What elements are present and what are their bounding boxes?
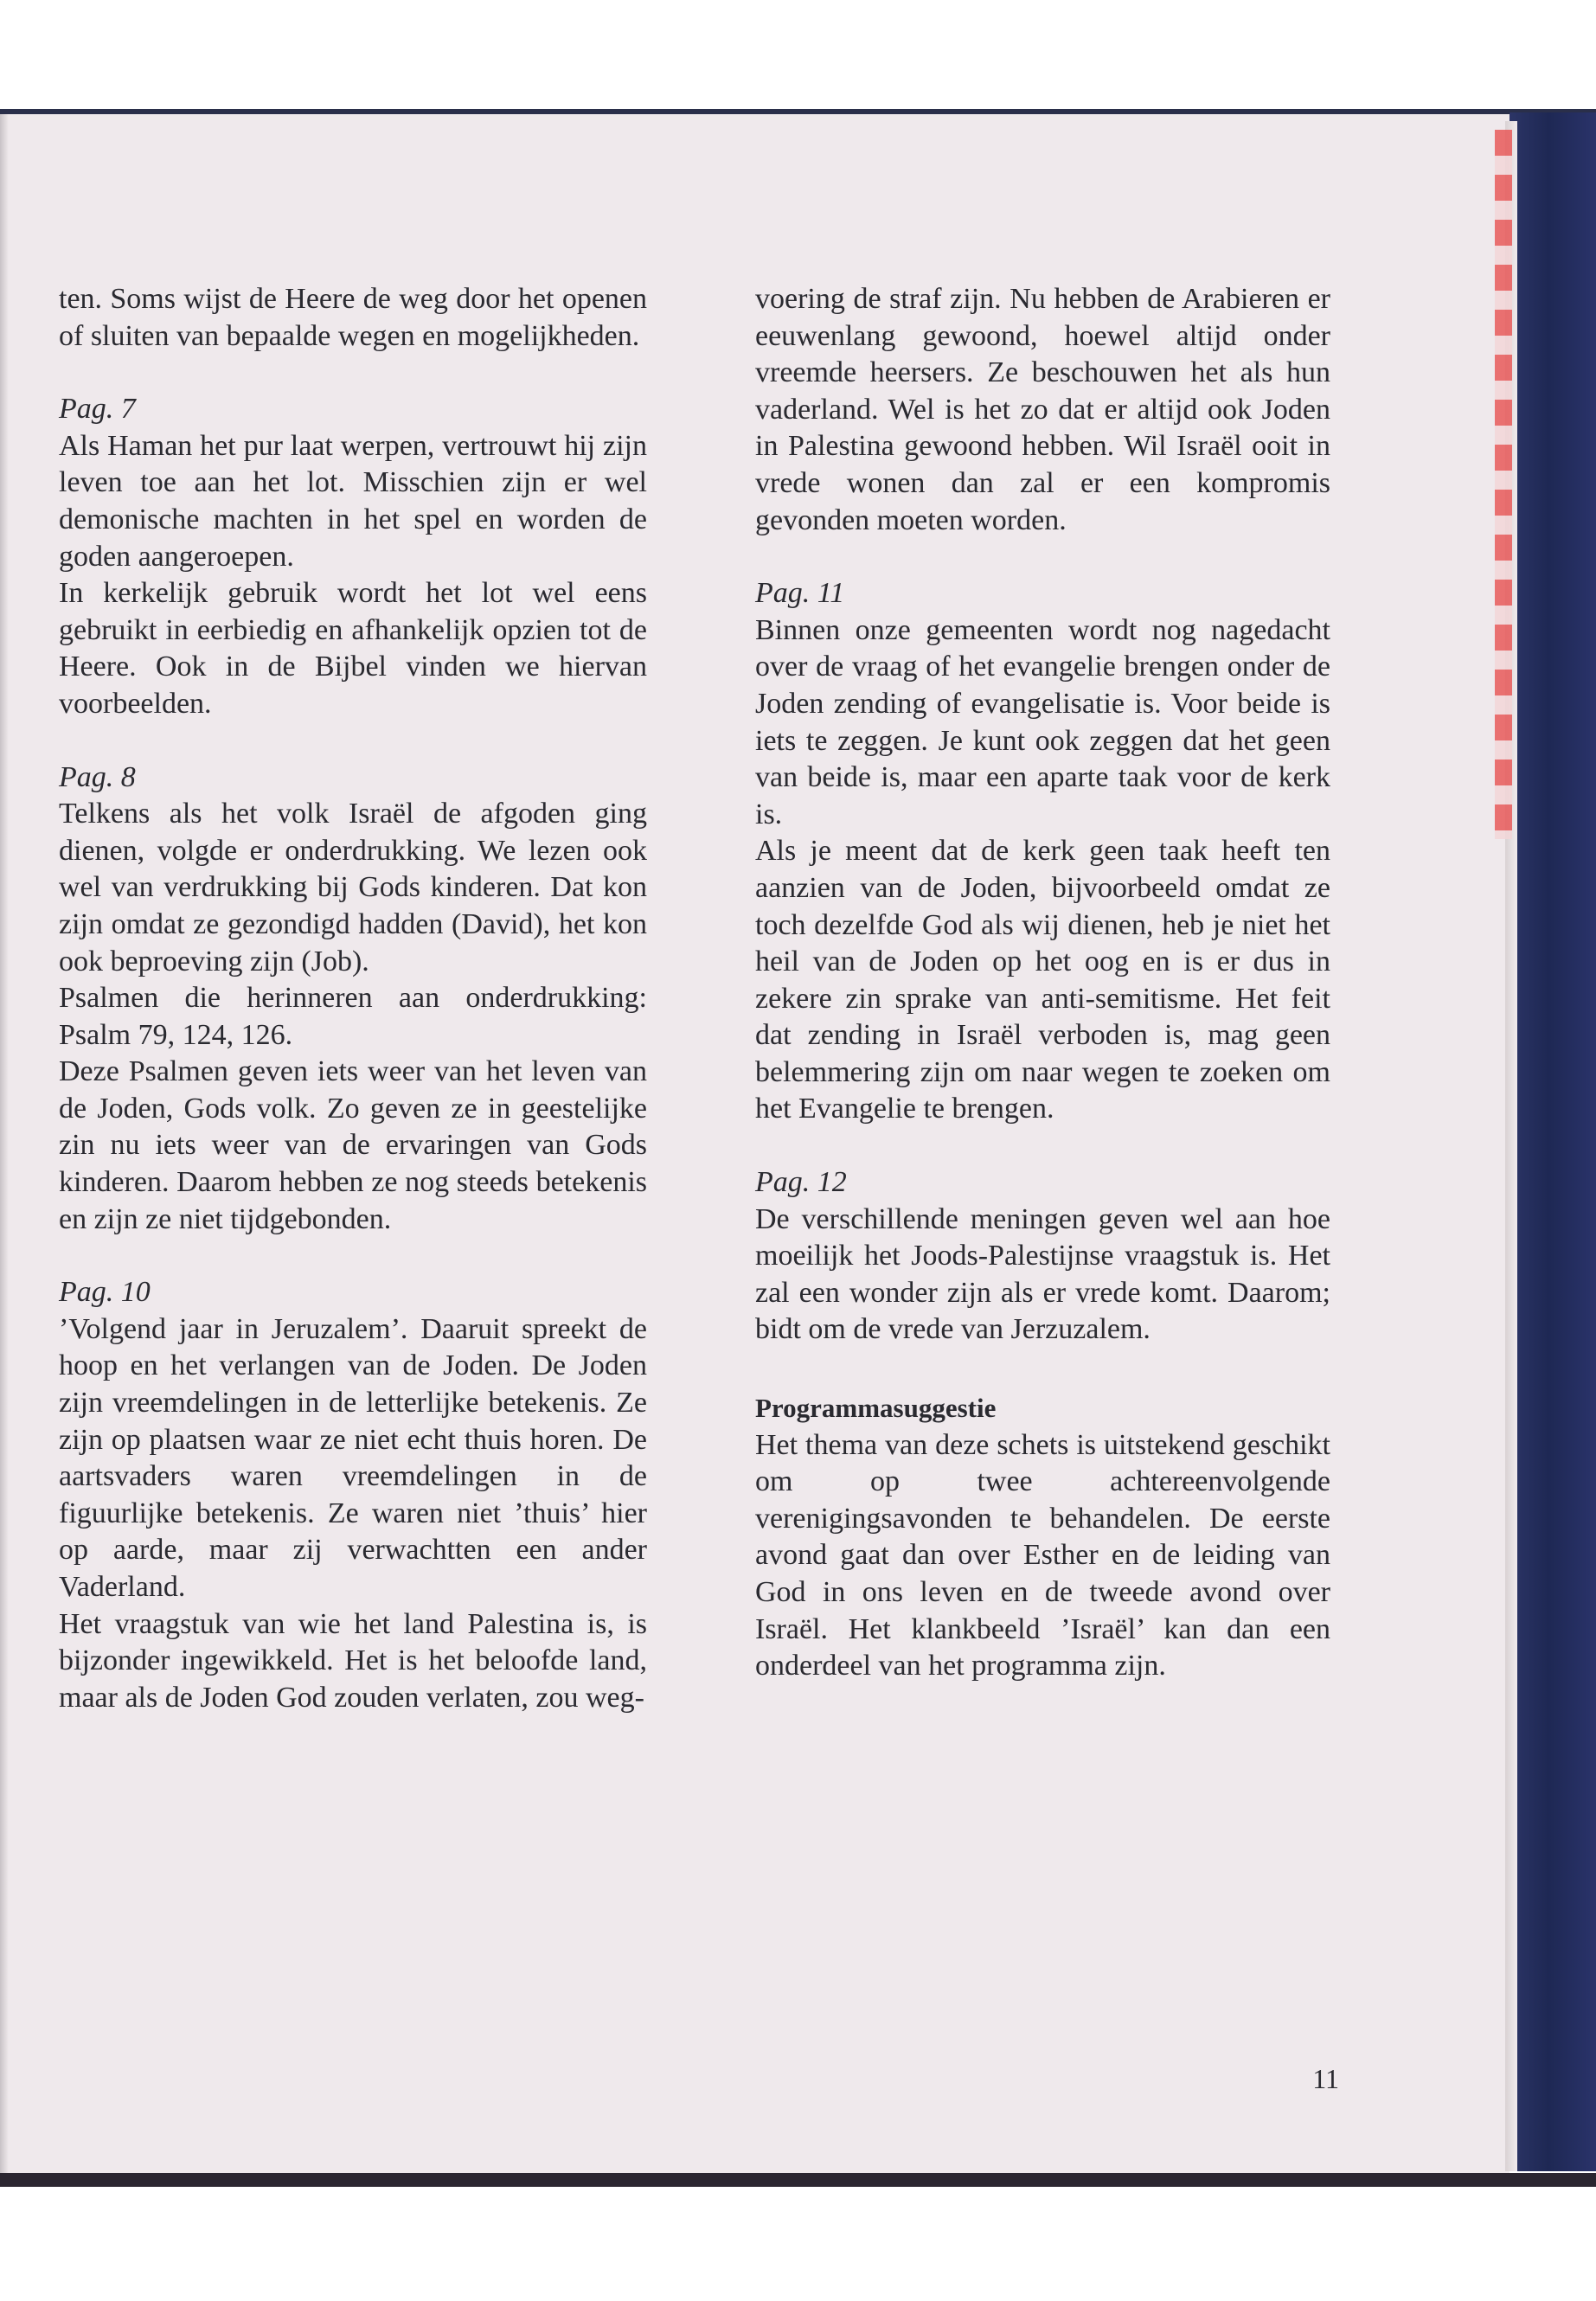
section-heading: Pag. 11 bbox=[755, 577, 845, 610]
adjacent-page-colour-edge bbox=[1495, 130, 1512, 839]
bottom-background bbox=[0, 2173, 1596, 2301]
right-text-column bbox=[755, 281, 1330, 1685]
section-heading: Pag. 8 bbox=[59, 760, 136, 793]
section-heading: Pag. 7 bbox=[59, 393, 136, 426]
paragraph: Binnen onze gemeenten wordt nog nagedacht over de vraag of het evangelie brengen onder de Joden zending of evangelisatie is. Voor beide is iets te zeggen. Je kunt ook zeggen dat het geen van beide is, maar een aparte taak voor de kerk is. bbox=[755, 613, 1330, 830]
paragraph: Psalmen die herinneren aan onderdrukking: Psalm 79, 124, 126. bbox=[59, 982, 647, 1051]
paragraph: De verschillende meningen geven wel aan hoe moeilijk het Joods-Palestijnse vraagstuk is. Het zal een wonder zijn als er vrede komt. Daarom; bidt om de vrede van Jerzuzalem. bbox=[755, 1202, 1330, 1346]
paragraph: Het thema van deze schets is uitstekend geschikt om op twee achtereenvolgende verenigingsavonden te behandelen. De eerste avond gaat dan over Esther en de leiding van God in ons leven en de tweede avond over Israël. Het klankbeeld ’Israël’ kan dan een onderdeel van het programma zijn. bbox=[755, 1428, 1330, 1682]
paragraph: Telkens als het volk Israël de afgoden ging dienen, volgde er onderdrukking. We lezen ook wel van verdrukking bij Gods kinderen. Dat kon zijn omdat ze gezondigd hadden (David), het kon ook beproeving zijn (Job). bbox=[59, 798, 647, 977]
book-cover-edge bbox=[1509, 112, 1596, 2171]
paragraph: ten. Soms wijst de Heere de weg door het openen of sluiten van bepaalde wegen en mogelijkheden. bbox=[59, 283, 647, 352]
paragraph: Als Haman het pur laat werpen, vertrouwt hij zijn leven toe aan het lot. Misschien zijn er wel demonische machten in het spel en worden de goden aangeroepen. bbox=[59, 429, 647, 573]
top-background bbox=[0, 0, 1596, 111]
page-number: 11 bbox=[1312, 2063, 1339, 2094]
paragraph: Als je meent dat de kerk geen taak heeft ten aanzien van de Joden, bijvoorbeeld omdat ze toch dezelfde God als wij dienen, heb je niet het heil van de Joden op het oog en is er dus in zekere zin sprake van anti-semitisme. Het feit dat zending in Israël verboden is, mag geen belemmering zijn om naar wegen te zoeken om het Evangelie te brengen. bbox=[755, 835, 1330, 1125]
section-heading: Pag. 12 bbox=[755, 1166, 847, 1199]
section-heading: Programmasuggestie bbox=[755, 1393, 997, 1424]
page-gutter-shadow bbox=[0, 114, 9, 2173]
paragraph: Deze Psalmen geven iets weer van het leven van de Joden, Gods volk. Zo geven ze in geestelijke zin nu iets weer van de ervaringen van Gods kinderen. Daarom hebben ze nog steeds betekenis en zijn ze niet tijdgebonden. bbox=[59, 1055, 647, 1235]
paragraph: Het vraagstuk van wie het land Palestina is, is bijzonder ingewikkeld. Het is het beloofde land, maar als de Joden God zouden verlaten, zou weg- bbox=[59, 1607, 647, 1714]
paragraph: voering de straf zijn. Nu hebben de Arabieren er eeuwenlang gewoond, hoewel altijd onder vreemde heersers. Ze beschouwen het als hun vaderland. Wel is het zo dat er altijd ook Joden in Palestina gewoond hebben. Wil Israël ooit in vrede wonen dan zal er een kompromis gevonden moeten worden. bbox=[755, 283, 1330, 536]
left-text-column bbox=[59, 281, 647, 1716]
section-heading: Pag. 10 bbox=[59, 1276, 151, 1309]
paragraph: In kerkelijk gebruik wordt het lot wel eens gebruikt in eerbiedig en afhankelijk opzien tot de Heere. Ook in de Bijbel vinden we hiervan voorbeelden. bbox=[59, 577, 647, 720]
paragraph: ’Volgend jaar in Jeruzalem’. Daaruit spreekt de hoop en het verlangen van de Joden. De Joden zijn vreemdelingen in de letterlijke betekenis. Ze zijn op plaatsen waar ze niet echt thuis horen. De aartsvaders waren vreemdelingen in de figuurlijke betekenis. Ze waren niet ’thuis’ hier op aarde, maar zij verwachtten een ander Vaderland. bbox=[59, 1312, 647, 1603]
